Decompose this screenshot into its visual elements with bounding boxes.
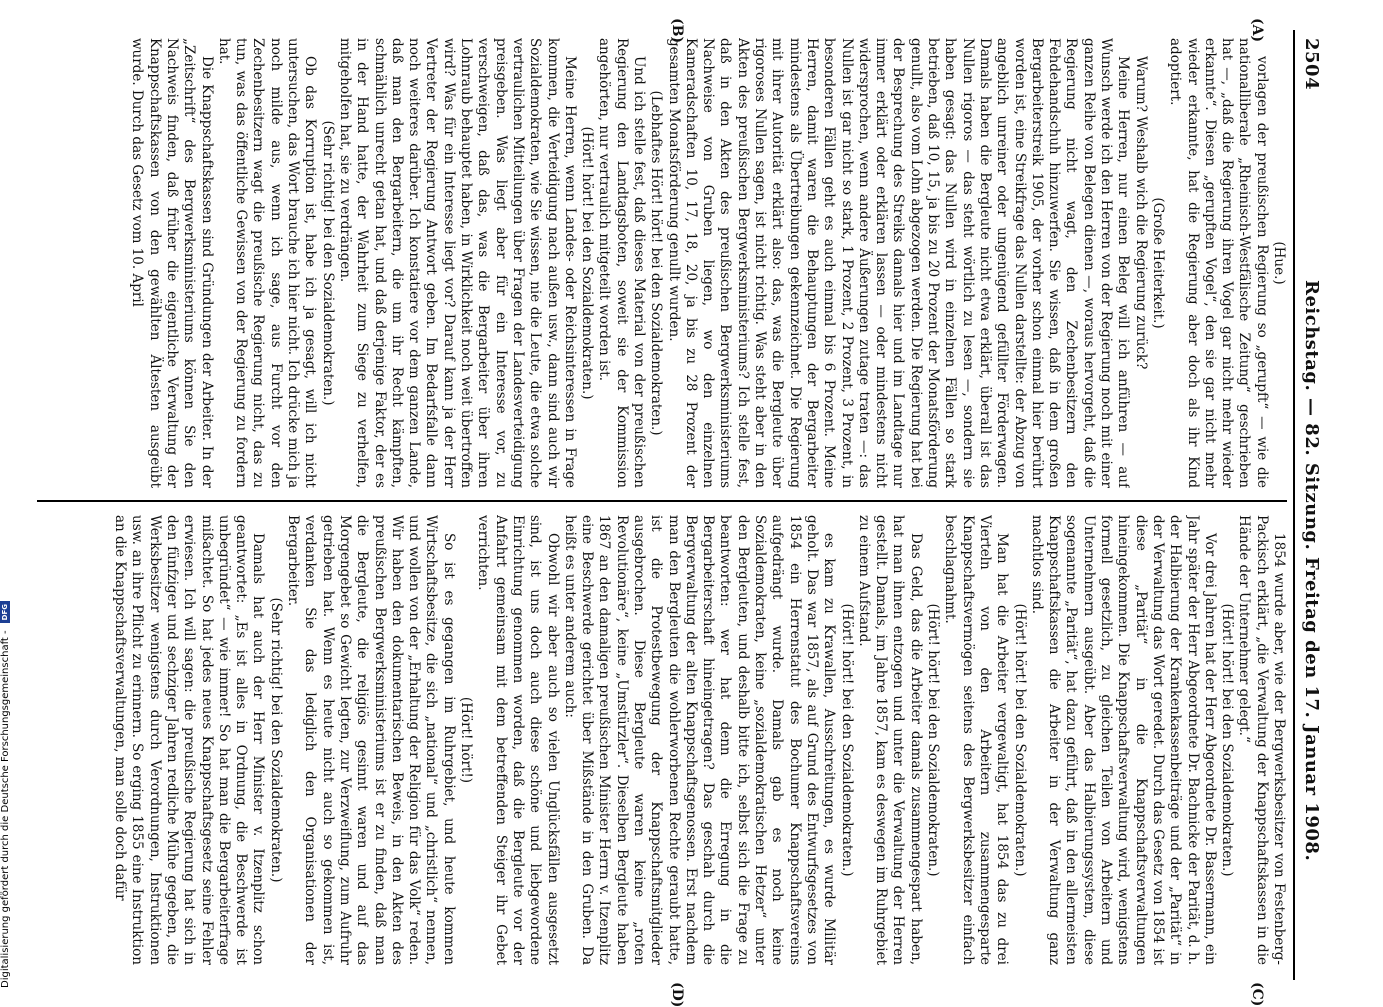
header-rule [1293, 30, 1295, 980]
document-page [25, 18, 1325, 1007]
paragraph: Warum? Weshalb wich die Regierung zurück? [1132, 56, 1149, 370]
interjection: (Sehr richtig! bei den Sozialdemokraten.) [319, 120, 336, 406]
quotation: Obwohl wir aber auch so vielen Unglücksfällen ausgesetzt sind, ist uns doch auch diese schöne und liebgewordene Einrichtung genommen worden, daß die Bergleute vor der Anfahrt gemeinsam mit dem betreffenden Steiger ihr Gebet verrichten. [475, 515, 561, 965]
margin-marker-a: (A) [1249, 18, 1265, 43]
page-header [1299, 30, 1325, 980]
paragraph: So ist es gegangen im Ruhrgebiet, und heute kommen Wirtschaftsbesitze, die sich „national“ und „christlich“ nennen, und wollen von der „Erhaltung der Religion für das Volk“ reden. Wir haben den dokumentarischen Beweis, in den Akten des preußischen Bergwerksministeriums ist er zu finden, daß man die Bergleute, die religiös gesinnt waren und auf das Morgengebet so Gewicht legten, zur Verzweiflung, zum Aufruhr getrieben hat. Wenn es heute nicht auch so gekommen ist, verdanken Sie das lediglich den Organisationen der Bergarbeiter. [285, 515, 457, 965]
paragraph: Man hat die Arbeiter vergewaltigt, hat 1854 das zu drei Vierteln von den Arbeitern zusammengesparte Knappschaftsvermögen seitens des Bergwerksbesitzer einfach beschlagnahmt. [942, 515, 1011, 965]
interjection: (Hört! hört!) [458, 696, 475, 784]
interjection: (Sehr richtig! bei den Sozialdemokraten.) [267, 597, 284, 883]
page-title: Reichstag. — 82. Sitzung. Freitag den 17. Januar 1908. [1301, 280, 1323, 862]
paragraph: Und ich stelle fest, daß dieses Material von der preußischen Regierung den Landtagsboten, soweit sie der Kommission angehörten, nur vertraulich mitgeteilt worden ist. [596, 38, 648, 488]
interjection: (Hört! hört! bei den Sozialdemokraten.) [1219, 603, 1236, 877]
digitization-credit [0, 0, 14, 1000]
margin-marker-c: (C) [1249, 982, 1265, 1007]
paragraph: Das Geld, das die Arbeiter damals zusammengespart haben, hat man ihnen entzogen und unter die Verwaltung der Herren gestellt. Damals, im Jahre 1857, kam es deswegen im Ruhrgebiet zu einem Aufstand. [855, 515, 924, 965]
paragraph: Meine Herren, nur einen Beleg will ich anführen — auf Wunsch werde ich den Herren von der Regierung noch mit einer ganzen Reihe von Belegen dienen —, woraus hervorgeht, daß die Regierung nicht wagt, den Zechenbesitzern den Fehdehandschuh hinzuwerfen. Sie wissen, daß in dem großen Bergarbeiterstreik 1905, der vorher schon einmal hier berührt worden ist, eine Streikfrage das Nullen darstellte: der Abzug von angeblich unreiner oder ungenügend gefüllter Förderwagen. Damals haben die Bergleute nicht etwa erklärt, überall ist das Nullen rigoros — das steht wörtlich zu lesen —, sondern sie haben gesagt: das Nullen wird in einzelnen Fällen so stark betrieben, daß 10, 15, ja bis zu 20 Prozent der Monatsförderung genullt, also vom Lohn abgezogen werden. Die Regierung hat bei der Besprechung des Streiks damals hier und im Landtage nur immer erklärt oder erklären lassen — oder mindestens nicht widersprochen, wenn andere Äußerungen zutage traten —: das Nullen ist gar nicht so stark, 1 Prozent, 2 Prozent, 3 Prozent, in besonderen Fällen geht es auch einmal bis 6 Prozent. Meine Herren, damit waren die Behauptungen der Bergarbeiter mindestens als Übertreibungen gekennzeichnet. Die Regierung mit ihrer Autorität erklärt also: das, was die Bergleute über rigoroses Nullen sagen, ist nicht richtig. Was steht aber in den Akten des preußischen Bergwerksministeriums? Ich stelle fest, daß in den Akten des preußischen Bergwerksministeriums Nachweise von Gruben liegen, wo den einzelnen Kameradschaften 10, 17, 18, 20, ja bis zu 28 Prozent der gesamten Monatsförderung genullt wurden. [665, 38, 1132, 488]
left-column [37, 38, 1287, 488]
interjection: (Hört! hört! bei den Sozialdemokraten.) [925, 603, 942, 877]
interjection: (Hört! hört! bei den Sozialdemokraten.) [838, 603, 855, 877]
paragraph: Damals hat auch der Herr Minister v. Itzenplitz schon geantwortet: „Es ist alles in Ordnung, die Beschwerde ist unbegründet“ — wie immer! So hat man die Bergarbeiterfrage mißachtet. So hat jedes neues Knappschaftsgesetz seine Fehler erwiesen. Ich will sagen: die preußische Regierung hat sich in den fünfziger und sechziger Jahren redliche Mühe gegeben, die Werksbesitzer wenigstens durch Verordnungen, Instruktionen usw. an ihre Pflicht zu erinnern. So erging 1855 eine Instruktion an die Knappschaftsverwaltungen, man solle doch dafür [112, 515, 267, 965]
margin-marker-b: (B) [669, 18, 685, 44]
dfg-logo: DFG [0, 601, 10, 623]
paragraph: vorlagen der preußischen Regierung so „gerupft“ — wie die nationalliberale „Rheinisch-Westfälische Zeitung“ geschrieben hat —, „daß die Regierung ihren Vogel gar nicht mehr wieder erkannte“. Diesen „gerupften Vogel“, den sie gar nicht mehr wieder erkannte, hat die Regierung aber doch als ihr Kind adoptiert. [1167, 38, 1270, 488]
interjection: (Hört! hört! bei den Sozialdemokraten.) [1011, 603, 1028, 877]
paragraph: Meine Herren, wenn Landes- oder Reichsinteressen in Frage kommen, die Verteidigung nach außen usw., dann sind auch wir Sozialdemokraten, wie Sie wissen, nie die Leute, die etwa solche vertraulichen Mitteilungen über Fragen der Landesverteidigung preisgeben. Was liegt aber für ein Interesse vor, zu verschweigen, daß das, was die Bergarbeiter über ihren Lohnraub behauptet haben, in Wirklichkeit noch weit übertroffen wird? Was für ein Interesse liegt vor? Darauf kann ja der Herr Vertreter der Regierung Antwort geben. Im Bedarfsfalle dann noch weiteres darüber. Ich konstatiere vor dem ganzen Lande, daß man den Bergarbeitern, die um ihr Recht kämpften, schmählich unrecht getan hat, und daß derjenige Faktor, der es in der Hand hatte, der Wahrheit zum Siege zu verhelfen, mitgeholfen hat, sie zu verdrängen. [336, 38, 578, 488]
interjection: (Lebhaftes Hört! hört! bei den Sozialdemokraten.) [648, 90, 665, 436]
paragraph: Vor drei Jahren hat der Herr Abgeordnete Dr. Bassermann, ein Jahr später der Herr Abgeordnete Dr. Bachnicke der Parität, d. h. der Halbierung der Krankenkassenbeiträge und der „Parität“ in der Verwaltung das Wort geredet. Durch das Gesetz von 1854 ist diese „Parität“ in die Knappschaftsverwaltungen hineingekommen. Die Knappschaftsverwaltung wird, wenigstens formell gesetzlich, zu gleichen Teilen von Arbeitern und Unternehmern ausgeübt. Aber das Halbierungssystem, diese sogenannte „Parität“, hat dazu geführt, daß in den allermeisten Knappschaftskassen die Arbeiter in der Verwaltung ganz machtlos sind. [1028, 515, 1218, 965]
page-number: 2504 [1301, 38, 1323, 91]
speaker-name: (Hue.) [1271, 241, 1287, 285]
interjection: (Große Heiterkeit.) [1149, 197, 1166, 329]
margin-marker-d: (D) [669, 982, 685, 1007]
paragraph: Ob das Korruption ist, habe ich ja gesagt, will ich nicht untersuchen, das Wort brauche ich hier nicht. Ich drücke mich ja noch milde aus, wenn ich sage, aus Furcht vor den Zechenbesitzern wagt die preußische Regierung nicht, das zu tun, was das öffentliche Gewissen von der Regierung zu fordern hat. [215, 38, 319, 488]
credit-text: Digitalisierung gefördert durch die Deutsche Forschungsgemeinschaft - [0, 630, 11, 988]
paragraph: es kam zu Krawallen, Ausschreitungen, es wurde Militär geholt. Das war 1857, als auf Grund des Entwurfsgesetzes von 1854 ein Herrenstatut des Bochumer Knappschaftsvereins aufgedrängt wurde. Damals gab es noch keine Sozialdemokraten, keine „sozialdemokratischen Hetzer“ unter den Bergleuten, und deshalb bitte ich, selbst sich die Frage zu beantworten: wer hat denn die Erregung in die Bergarbeiterschaft hineingetragen? Das geschah durch die Bergverwaltung der alten Knappschaftsgenossen. Erst nachdem man den Bergleuten die wohlerworbenen Rechte geraubt hatte, ist die Protestbewegung der Knappschaftsmitglieder ausgebrochen. Diese Bergleute waren keine „roten Revolutionäre“, keine „Umstürzler“. Dieselben Bergleute haben 1867 an den damaligen preußischen Minister Herrn v. Itzenplitz eine Beschwerde gerichtet über Mißstände in den Gruben. Da heißt es unter anderem auch: [561, 515, 838, 965]
right-column [37, 515, 1287, 965]
paragraph: Die Knappschaftskassen sind Gründungen der Arbeiter. In der „Zeitschrift“ des Bergwerksministeriums können Sie den Nachweis finden, daß früher die eigentliche Verwaltung der Knappschaftskassen von den gewählten Ältesten ausgeübt wurde. Durch das Gesetz vom 10. April [129, 38, 215, 488]
column-divider [37, 500, 1287, 502]
interjection: (Hört! hört! bei den Sozialdemokraten.) [579, 126, 596, 400]
paragraph: 1854 wurde aber, wie der Bergwerksbesitzer von Festenberg-Packisch erklärt, „die Verwaltung der Knappschaftskassen in die Hände der Unternehmer gelegt.“ [1236, 515, 1287, 965]
